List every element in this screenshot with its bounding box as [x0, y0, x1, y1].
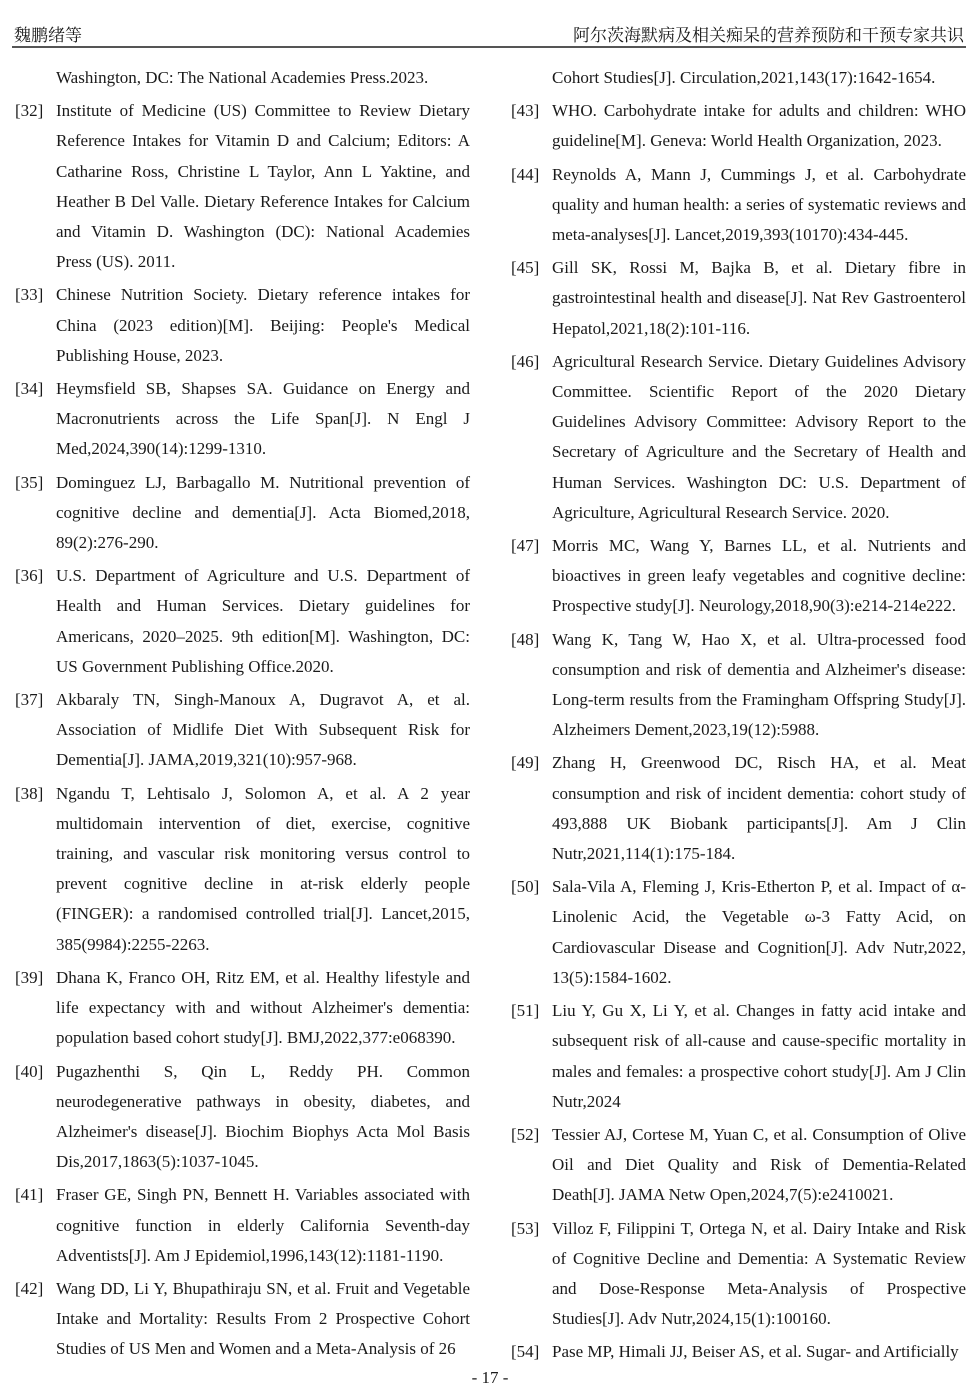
- reference-item: [511, 748, 966, 869]
- reference-text: WHO. Carbohydrate intake for adults and children: WHO guideline[M]. Geneva: World Health Organization, 2023.: [552, 101, 966, 151]
- reference-number: [35]: [15, 472, 44, 492]
- reference-number: [46]: [511, 351, 540, 371]
- reference-item: [15, 468, 470, 559]
- reference-item: [511, 996, 966, 1117]
- reference-number: [44]: [511, 164, 540, 184]
- reference-item: [511, 625, 966, 746]
- reference-text: Villoz F, Filippini T, Ortega N, et al. Dairy Intake and Risk of Cognitive Decline and Dementia: A Systematic Review and Dose-Response Meta-Analysis of Prospective Studies[J]. Adv Nutr,2024,15(1):100160.: [552, 1218, 966, 1329]
- reference-text: Wang K, Tang W, Hao X, et al. Ultra-processed food consumption and risk of dementia and Alzheimer's disease: Long-term results from the Framingham Offspring Study[J]. Alzheimers Dement,2023,19(12):5988.: [552, 629, 966, 740]
- reference-item: [511, 531, 966, 622]
- reference-text: Institute of Medicine (US) Committee to Review Dietary Reference Intakes for Vitamin D and Calcium; Editors: A Catharine Ross, Christine L Taylor, Ann L Yaktine, and Heather B Del Valle. Dietary Reference Intakes for Calcium and Vitamin D. Washington (DC): National Academies Press (US). 2011.: [56, 101, 470, 272]
- reference-item: [15, 685, 470, 776]
- reference-text: Liu Y, Gu X, Li Y, et al. Changes in fatty acid intake and subsequent risk of all-cause and cause-specific mortality in males and females: a prospective cohort study[J]. Am J Clin Nutr,2024: [552, 1001, 966, 1111]
- reference-item: [511, 872, 966, 993]
- reference-item: [15, 1057, 470, 1178]
- reference-text: Wang DD, Li Y, Bhupathiraju SN, et al. Fruit and Vegetable Intake and Mortality: Results From 2 Prospective Cohort Studies of US Men and Women and a Meta-Analysis of 26: [56, 1278, 470, 1359]
- reference-number: [40]: [15, 1061, 44, 1081]
- reference-text: Agricultural Research Service. Dietary Guidelines Advisory Committee. Scientific Report of the 2020 Dietary Guidelines Advisory Committee: Advisory Report to the Secretary of Agriculture and the Secretary of Health and Human Services. Washington DC: U.S. Department of Agriculture, Agricultural Research Service. 2020.: [552, 351, 966, 522]
- reference-item: [511, 253, 966, 344]
- reference-item: [511, 1120, 966, 1211]
- page-number: - 17 -: [471, 1368, 509, 1387]
- reference-number: [54]: [511, 1342, 540, 1362]
- reference-number: [34]: [15, 379, 44, 399]
- reference-number: [52]: [511, 1124, 540, 1144]
- reference-number: [51]: [511, 1001, 540, 1021]
- reference-text: Fraser GE, Singh PN, Bennett H. Variables associated with cognitive function in elderly California Seventh-day Adventists[J]. Am J Epidemiol,1996,143(12):1181-1190.: [56, 1185, 470, 1265]
- reference-number: [42]: [15, 1278, 44, 1298]
- reference-number: [47]: [511, 536, 540, 556]
- reference-text: Heymsfield SB, Shapses SA. Guidance on Energy and Macronutrients across the Life Span[J]. N Engl J Med,2024,390(14):1299-1310.: [56, 379, 470, 459]
- reference-item: [511, 347, 966, 528]
- reference-number: [39]: [15, 967, 44, 987]
- reference-text: Tessier AJ, Cortese M, Yuan C, et al. Consumption of Olive Oil and Diet Quality and Risk of Dementia-Related Death[J]. JAMA Netw Open,2024,7(5):e2410021.: [552, 1124, 966, 1205]
- reference-number: [36]: [15, 566, 44, 586]
- reference-item: [15, 96, 470, 277]
- reference-item: [511, 160, 966, 251]
- right-column-references: [511, 63, 966, 1371]
- reference-text: Akbaraly TN, Singh-Manoux A, Dugravot A, et al. Association of Midlife Diet With Subsequent Risk for Dementia[J]. JAMA,2019,321(10):957-968.: [56, 690, 470, 770]
- reference-text: Ngandu T, Lehtisalo J, Solomon A, et al. A 2 year multidomain intervention of diet, exercise, cognitive training, and vascular risk monitoring versus control to prevent cognitive decline in at-risk elderly people (FINGER): a randomised controlled trial[J]. Lancet,2015, 385(9984):2255-2263.: [56, 783, 470, 954]
- reference-text: Pugazhenthi S, Qin L, Reddy PH. Common neurodegenerative pathways in obesity, diabetes, and Alzheimer's disease[J]. Biochim Biophys Acta Mol Basis Dis,2017,1863(5):1037-1045.: [56, 1061, 470, 1172]
- reference-text: Reynolds A, Mann J, Cummings J, et al. Carbohydrate quality and human health: a series of systematic reviews and meta-analyses[J]. Lancet,2019,393(10170):434-445.: [552, 164, 966, 245]
- reference-text: Dominguez LJ, Barbagallo M. Nutritional prevention of cognitive decline and dementia[J]. Acta Biomed,2018, 89(2):276-290.: [56, 472, 470, 553]
- reference-number: [45]: [511, 258, 540, 278]
- reference-number: [37]: [15, 690, 44, 710]
- reference-number: [41]: [15, 1185, 44, 1205]
- reference-continuation: Cohort Studies[J]. Circulation,2021,143(17):1642-1654.: [552, 68, 936, 87]
- left-column-references: [15, 63, 470, 1368]
- reference-text: Sala-Vila A, Fleming J, Kris-Etherton P, et al. Impact of α-Linolenic Acid, the Vegetable ω-3 Fatty Acid, on Cardiovascular Disease and Cognition[J]. Adv Nutr,2022, 13(5):1584-1602.: [552, 877, 966, 987]
- reference-item: [15, 280, 470, 371]
- reference-text: Gill SK, Rossi M, Bajka B, et al. Dietary fibre in gastrointestinal health and disease[J]. Nat Rev Gastroenterol Hepatol,2021,18(2):101-116.: [552, 258, 966, 338]
- reference-number: [48]: [511, 629, 540, 649]
- reference-text: Chinese Nutrition Society. Dietary reference intakes for China (2023 edition)[M]. Beijing: People's Medical Publishing House, 2023.: [56, 285, 470, 365]
- reference-number: [53]: [511, 1218, 540, 1238]
- reference-item: [511, 96, 966, 156]
- reference-text: U.S. Department of Agriculture and U.S. Department of Health and Human Services. Dietary guidelines for Americans, 2020–2025. 9th edition[M]. Washington, DC: US Government Publishing Office.2020.: [56, 566, 470, 676]
- running-header: [12, 18, 966, 48]
- reference-number: [50]: [511, 877, 540, 897]
- header-title: 阿尔茨海默病及相关痴呆的营养预防和干预专家共识: [573, 26, 964, 45]
- reference-item: [15, 779, 470, 960]
- reference-number: [49]: [511, 753, 540, 773]
- header-authors: 魏鹏绪等: [14, 26, 82, 45]
- reference-text: Morris MC, Wang Y, Barnes LL, et al. Nutrients and bioactives in green leafy vegetables and cognitive decline: Prospective study[J]. Neurology,2018,90(3):e214-214e222.: [552, 536, 966, 616]
- reference-number: [43]: [511, 101, 540, 121]
- reference-number: [33]: [15, 285, 44, 305]
- reference-number: [38]: [15, 783, 44, 803]
- reference-item: [15, 561, 470, 682]
- reference-item: [15, 963, 470, 1054]
- reference-number: [32]: [15, 101, 44, 121]
- reference-item: [511, 1337, 966, 1367]
- reference-item: [15, 1180, 470, 1271]
- reference-text: Pase MP, Himali JJ, Beiser AS, et al. Sugar- and Artificially: [552, 1342, 959, 1362]
- reference-text: Dhana K, Franco OH, Ritz EM, et al. Healthy lifestyle and life expectancy with and without Alzheimer's dementia: population based cohort study[J]. BMJ,2022,377:e068390.: [56, 967, 470, 1048]
- reference-text: Zhang H, Greenwood DC, Risch HA, et al. Meat consumption and risk of incident dementia: cohort study of 493,888 UK Biobank participants[J]. Am J Clin Nutr,2021,114(1):175-184.: [552, 753, 966, 864]
- reference-continuation: Washington, DC: The National Academies Press.2023.: [56, 68, 429, 87]
- reference-item: [511, 1214, 966, 1335]
- reference-item: [15, 1274, 470, 1365]
- reference-item: [15, 374, 470, 465]
